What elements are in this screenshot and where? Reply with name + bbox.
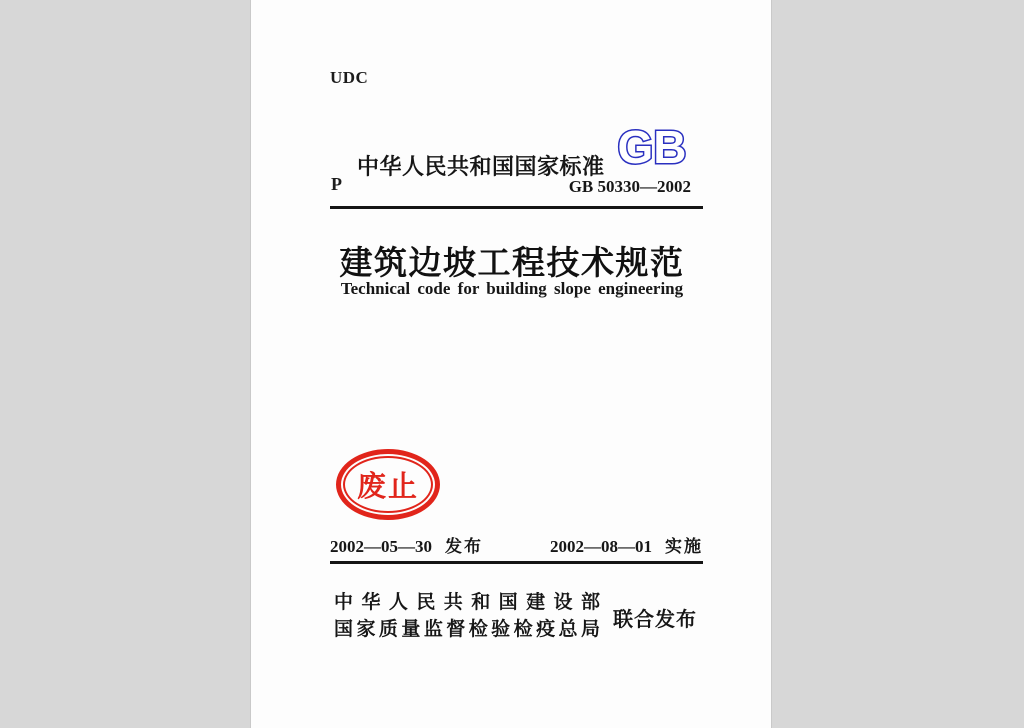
standard-cover-page <box>250 0 772 728</box>
effective-date: 2002—08—01 <box>550 537 652 556</box>
footer-divider-rule <box>330 561 703 564</box>
title-chinese: 建筑边坡工程技术规范 <box>339 244 685 281</box>
gb-logo-text: GB <box>617 122 687 170</box>
effective-label: 实施 <box>665 537 703 556</box>
national-standard-label: 中华人民共和国国家标准 <box>357 154 605 179</box>
publisher-line-1: 中华人民共和国建设部 <box>334 592 600 613</box>
effective-date-group <box>550 532 703 557</box>
p-classification-label: P <box>331 174 342 194</box>
udc-label: UDC <box>330 68 369 87</box>
publishers-block <box>334 589 600 643</box>
issue-label: 发布 <box>445 537 483 556</box>
header-divider-rule <box>330 206 703 209</box>
abolished-stamp-inner-ring <box>343 456 433 513</box>
title-english: Technical code for building slope engineering <box>340 279 684 298</box>
gb-logo-icon <box>615 122 689 170</box>
joint-issue-label: 联合发布 <box>613 609 697 631</box>
publisher-line-2: 国家质量监督检验检疫总局 <box>334 619 600 640</box>
issue-date-group <box>330 532 483 557</box>
standard-number: GB 50330—2002 <box>568 177 691 196</box>
issue-date: 2002—05—30 <box>330 537 432 556</box>
abolished-stamp-text: 废止 <box>356 471 419 503</box>
dates-row <box>330 532 703 557</box>
abolished-stamp <box>336 449 440 520</box>
